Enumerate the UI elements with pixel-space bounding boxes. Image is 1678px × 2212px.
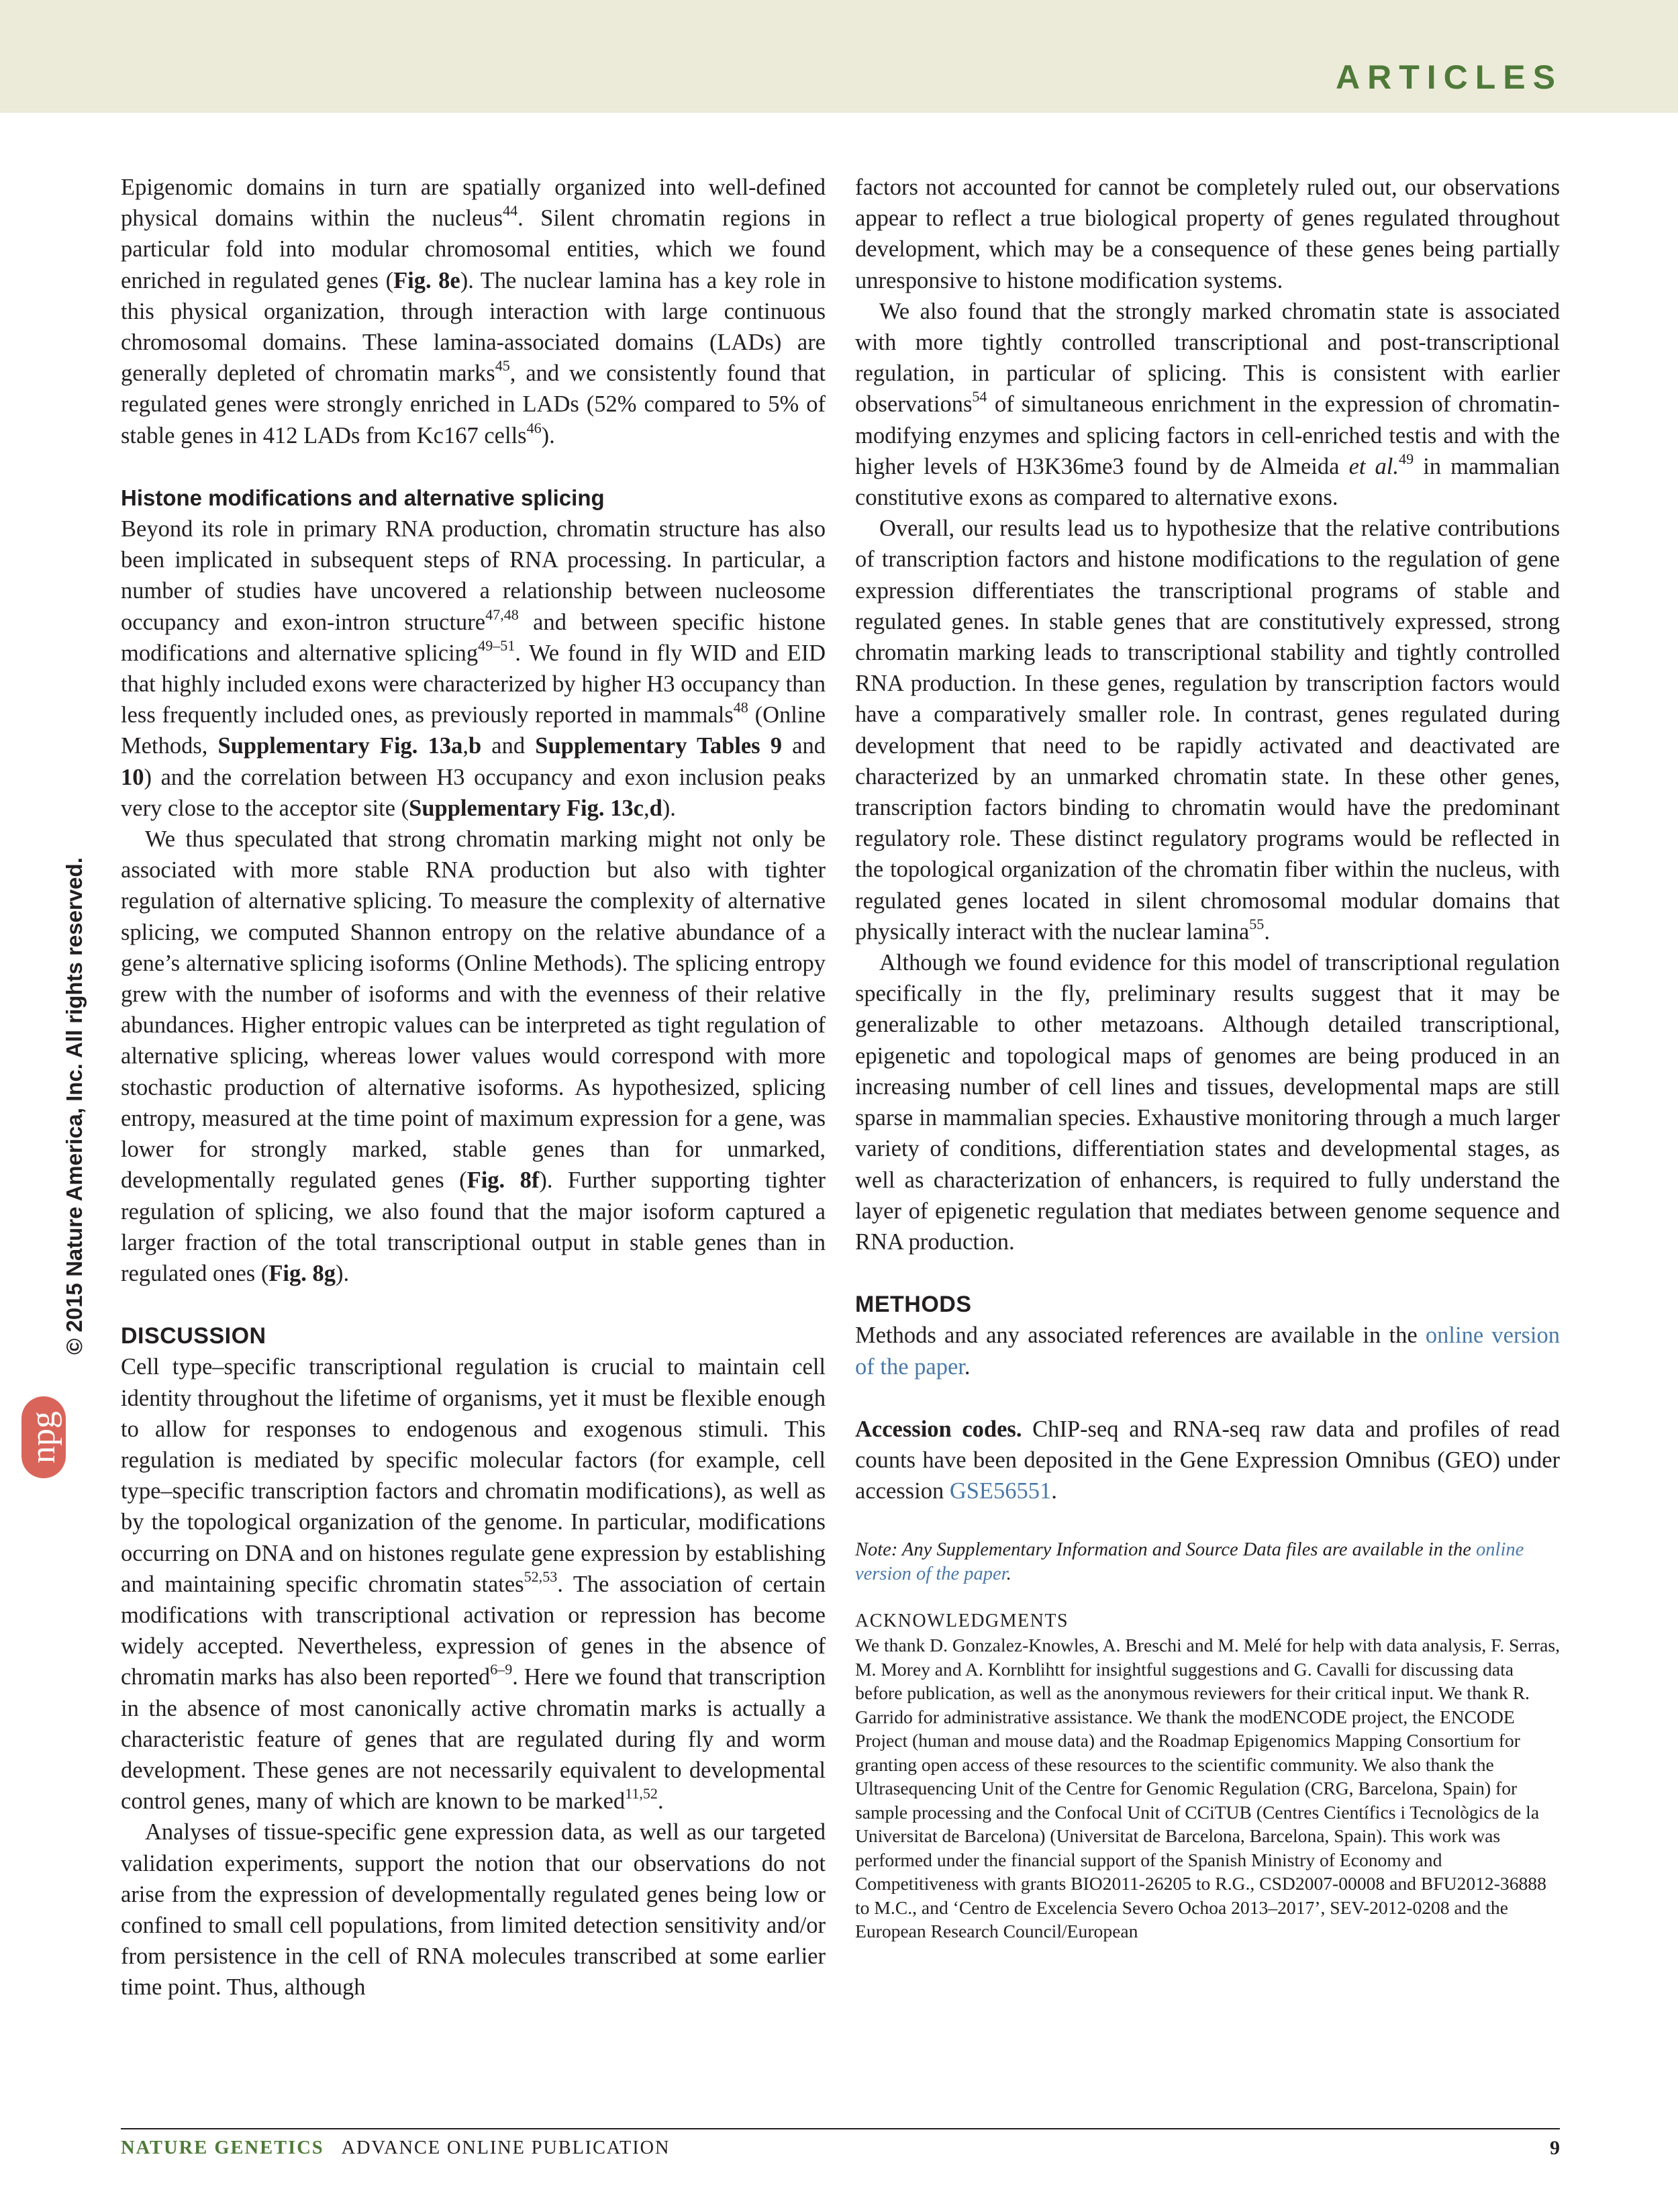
paragraph-strongly-marked: We also found that the strongly marked chromatin state is associated with more tightly controlled transcriptional and post-transcriptional regulation, in particular of splicing. This is consistent with earlier observations$^{54}$ of simultaneous enrichment in the expression of chromatin-modifying enzymes and splicing factors in cell-enriched testis and with the higher levels of H3K36me3 found by de Almeida et al.$^{49}$ in mammalian constitutive exons as compared to alternative exons. [855, 298, 1561, 511]
et-al: et al. [1348, 453, 1399, 479]
paragraph-splicing-entropy: We thus speculated that strong chromatin marking might not only be associated with more stable RNA production but also with tighter regulation of alternative splicing. To measure the complexity of alternative splicing, we computed Shannon entropy on the relative abundance of a gene’s alternative splicing isoforms (Online Methods). The splicing entropy grew with the number of isoforms and with the evenness of their relative abundances. Higher entropic values can be interpreted as tight regulation of alternative splicing, whereas lower values would correspond with more stochastic production of alternative isoforms. As hypothesized, splicing entropy, measured at the time point of maximum expression for a gene, was lower for strongly marked, stable genes than for unmarked, developmentally regulated genes (Fig. 8f). Further supporting tighter regulation of splicing, we also found that the major isoform captured a larger fraction of the total transcriptional output in stable genes than in regulated ones (Fig. 8g). [121, 826, 826, 1286]
reference-49-51[interactable]: 49–51 [478, 636, 515, 654]
reference-46[interactable]: 46 [526, 419, 542, 436]
copyright-notice: © 2015 Nature America, Inc. All rights reserved. [62, 857, 87, 1355]
heading-methods: METHODS [855, 1292, 972, 1318]
supplementary-note: Note: Any Supplementary Information and Source Data files are available in the online version of the paper. [855, 1539, 1524, 1585]
acknowledgments-heading: ACKNOWLEDGMENTS [855, 1610, 1069, 1632]
header-band [0, 0, 1678, 113]
supp-fig-13c-ref[interactable]: Supplementary Fig. 13c [409, 795, 644, 821]
npg-logo-text: npg [24, 1411, 62, 1463]
supp-fig-13d-ref[interactable]: d [649, 795, 662, 821]
supp-table-9-ref[interactable]: Supplementary Tables 9 [535, 733, 783, 759]
reference-6-9[interactable]: 6–9 [490, 1661, 513, 1678]
heading-discussion: DISCUSSION [121, 1323, 266, 1349]
subheading-histone-splicing: Histone modifications and alternative splicing [121, 485, 605, 510]
reference-55[interactable]: 55 [1249, 915, 1265, 932]
paragraph-generalizable: Although we found evidence for this model of transcriptional regulation specifically in the fly, preliminary results suggest that it may be generalizable to other metazoans. Although detailed transcriptional, epigenetic and topological maps of genomes are being produced in an increasing number of cell lines and tissues, developmental maps are still sparse in mammalian species. Exhaustive monitoring through a much larger variety of conditions, differentiation states and developmental stages, as well as characterization of enhancers, is required to fully understand the layer of epigenetic regulation that mediates between genome sequence and RNA production. [855, 950, 1560, 1255]
footer-publication: ADVANCE ONLINE PUBLICATION [341, 2137, 671, 2158]
left-column [121, 172, 826, 2003]
right-column [855, 172, 1560, 1943]
npg-logo [21, 1396, 66, 1478]
acknowledgments-text: We thank D. Gonzalez-Knowles, A. Breschi and M. Melé for help with data analysis, F. Serras, M. Morey and A. Kornblihtt for insightful suggestions and G. Cavalli for discussing data before publication, as well as the anonymous reviewers for their critical input. We thank R. Garrido for administrative assistance. We thank the modENCODE project, the ENCODE Project (human and mouse data) and the Roadmap Epigenomics Mapping Consortium for granting open access of these resources to the scientific community. We also thank the Ultrasequencing Unit of the Centre for Genomic Regulation (CRG, Barcelona, Spain) for sample processing and the Confocal Unit of CCiTUB (Centres Científics i Tecnològics de la Universitat de Barcelona) (Universitat de Barcelona, Barcelona, Spain). This work was performed under the financial support of the Spanish Ministry of Economy and Competitiveness with grants BIO2011-26205 to R.G., CSD2007-00008 and BFU2012-36888 to M.C., and ‘Centro de Excelencia Severo Ochoa 2013–2017’, SEV-2012-0208 and the European Research Council/European [855, 1635, 1561, 1942]
paragraph-epigenomic-domains: Epigenomic domains in turn are spatially organized into well-defined physical domains within the nucleus$^{44}$. Silent chromatin regions in particular fold into modular chromosomal entities, which we found enriched in regulated genes (Fig. 8e). The nuclear lamina has a key role in this physical organization, through interaction with large continuous chromosomal domains. These lamina-associated domains (LADs) are generally depleted of chromatin marks$^{45}$, and we consistently found that regulated genes were strongly enriched in LADs (52% compared to 5% of stable genes in 412 LADs from Kc167 cells$^{46}$). [121, 175, 826, 448]
figure-ref-8e[interactable]: Fig. 8e [393, 267, 460, 293]
online-version-link[interactable]: online version of the paper [855, 1323, 1560, 1380]
paragraph-discussion-1: Cell type–specific transcriptional regulation is crucial to maintain cell identity throughout the lifetime of organisms, yet it must be flexible enough to allow for responses to endogenous and exogenous stimuli. This regulation is mediated by specific molecular factors (for example, cell type–specific transcription factors and chromatin modifications), as well as by the topological organization of the genome. In particular, modifications occurring on DNA and on histones regulate gene expression by establishing and maintaining specific chromatin states$^{52,53}$. The association of certain modifications with transcriptional activation or repression has become widely accepted. Nevertheless, expression of genes in the absence of chromatin marks has also been reported$^{6-9}$. Here we found that transcription in the absence of most canonically active chromatin marks is actually a characteristic feature of genes that are regulated during fly and worm development. These genes are not necessarily equivalent to developmental control genes, many of which are known to be marked$^{11,52}$. [121, 1354, 826, 1815]
reference-44[interactable]: 44 [503, 202, 518, 220]
note-online-version-link[interactable]: online version of the paper [855, 1539, 1524, 1585]
paragraph-discussion-2: Analyses of tissue-specific gene expression data, as well as our targeted validation experiments, support the notion that our observations do not arise from the expression of developmentally regulated genes being low or confined to small cell populations, from limited detection sensitivity and/or from persistence in the cell of RNA molecules transcribed at some earlier time point. Thus, although [121, 1819, 826, 2001]
footer [121, 2136, 670, 2160]
reference-45[interactable]: 45 [495, 357, 510, 375]
footer-journal: NATURE GENETICS [121, 2137, 324, 2158]
paragraph-rna-processing: Beyond its role in primary RNA production, chromatin structure has also been implicated in subsequent steps of RNA processing. In particular, a number of studies have uncovered a relationship between nucleosome occupancy and exon-intron structure$^{47,48}$ and between specific histone modifications and alternative splicing$^{49-51}$. We found in fly WID and EID that highly included exons were characterized by higher H3 occupancy than less frequently included ones, as previously reported in mammals$^{48}$ (Online Methods, Supplementary Fig. 13a,b and Supplementary Tables 9 and 10) and the correlation between H3 occupancy and exon inclusion peaks very close to the acceptor site (Supplementary Fig. 13c,d). [121, 516, 826, 821]
accession-heading: Accession codes. [855, 1416, 1022, 1442]
page-number: 9 [1550, 2137, 1560, 2159]
supp-table-10-ref[interactable]: 10 [121, 764, 144, 790]
paragraph-accession: Accession codes. ChIP-seq and RNA-seq raw data and profiles of read counts have been deposited in the Gene Expression Omnibus (GEO) under accession GSE56551. [855, 1416, 1561, 1504]
reference-54[interactable]: 54 [972, 388, 987, 405]
supp-fig-13b-ref[interactable]: b [468, 733, 482, 759]
paragraph-methods: Methods and any associated references are available in the online version of the paper. [855, 1323, 1560, 1380]
reference-52-53[interactable]: 52,53 [524, 1568, 558, 1585]
reference-48[interactable]: 48 [733, 699, 748, 716]
supp-fig-13a-ref[interactable]: Supplementary Fig. 13a [217, 733, 463, 759]
reference-11-52[interactable]: 11,52 [625, 1785, 658, 1802]
reference-49b[interactable]: 49 [1399, 450, 1414, 467]
figure-ref-8g[interactable]: Fig. 8g [268, 1260, 336, 1286]
paragraph-continued: factors not accounted for cannot be completely ruled out, our observations appear to reflect a true biological property of genes regulated throughout development, which may be a consequence of these genes being partially unresponsive to histone modification systems. [855, 175, 1560, 293]
figure-ref-8f[interactable]: Fig. 8f [466, 1167, 540, 1194]
geo-accession-link[interactable]: GSE56551 [949, 1478, 1052, 1504]
footer-rule [121, 2128, 1560, 2129]
reference-47-48[interactable]: 47,48 [485, 606, 519, 623]
section-label: ARTICLES [1336, 58, 1563, 96]
paragraph-hypothesis: Overall, our results lead us to hypothesize that the relative contributions of transcription factors and histone modifications to the regulation of gene expression differentiates the transcriptional programs of stable and regulated genes. In stable genes that are constitutively expressed, strong chromatin marking leads to transcriptional stability and tightly controlled RNA production. In these genes, regulation by transcription factors would have a comparatively smaller role. In contrast, genes regulated during development that need to be rapidly activated and deactivated are characterized by an unmarked chromatin state. In these other genes, transcription factors binding to chromatin would have the predominant regulatory role. These distinct regulatory programs would be reflected in the topological organization of the chromatin fiber within the nucleus, with regulated genes located in silent chromosomal modular domains that physically interact with the nuclear lamina$^{55}$. [855, 516, 1560, 945]
